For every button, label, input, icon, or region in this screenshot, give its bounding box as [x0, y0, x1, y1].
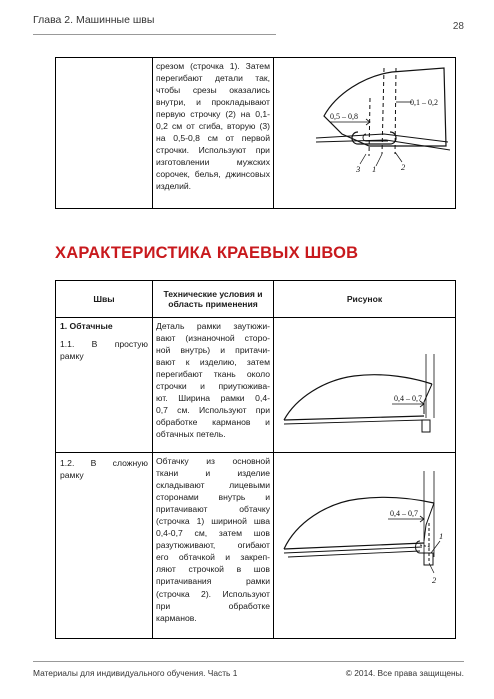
column-header-figure: Рисунок — [274, 281, 456, 318]
description-line: перегибают ткань около — [156, 369, 270, 380]
description-line: перегибают детали так, — [156, 73, 270, 84]
dimension-label-b: 0,1 – 0,2 — [410, 98, 438, 107]
description-line: сторонами внутрь и — [156, 492, 270, 503]
seam-word: В — [90, 458, 97, 468]
description-line: срезом (строчка 1). Затем — [156, 61, 270, 71]
description-line: Деталь рамки заутюжи- — [156, 321, 270, 331]
complex-frame-seam-figure — [274, 453, 456, 633]
seam-word2: сложную — [112, 458, 148, 468]
stitch-number-3: 3 — [356, 164, 361, 174]
description-line: 0,4-0,7 см, затем шов — [156, 528, 270, 539]
stitch-number-1: 1 — [372, 164, 377, 174]
description-line: строчки и приутюжива- — [156, 381, 270, 392]
figure-cell-1 — [274, 318, 456, 453]
group-title: 1. Обтачные — [60, 321, 113, 331]
column-header-seams: Швы — [56, 281, 153, 318]
description-line: притачивают обтачку — [156, 504, 270, 515]
footer-rule — [33, 661, 464, 662]
seam-description-text — [153, 318, 273, 442]
section-heading: ХАРАКТЕРИСТИКА КРАЕВЫХ ШВОВ — [55, 244, 359, 262]
seam-word2: простую — [114, 339, 148, 349]
footer-left-text: Материалы для индивидуального обучения. Часть 1 — [33, 668, 238, 678]
column-header-conditions — [153, 281, 274, 318]
description-line: сорочек, белья, джинсовых — [156, 169, 270, 180]
description-line: строчки. Используют при — [156, 145, 270, 156]
simple-frame-seam-figure — [274, 318, 456, 447]
description-line: на 0,5-0,8 см от первой — [156, 133, 270, 144]
description-line: 0,2 см от сгиба, вторую (3) — [156, 121, 270, 132]
dimension-label-a: 0,5 – 0,8 — [330, 112, 358, 121]
dimension-label: 0,4 – 0,7 — [390, 509, 418, 518]
description-line: изделий. — [156, 181, 192, 192]
description-line: изготовлении мужских — [156, 157, 270, 168]
description-line: ткани и изделие — [156, 468, 270, 479]
description-line: ют. Ширина рамки 0,4- — [156, 393, 270, 404]
seam-description-text — [153, 453, 273, 626]
seam-name-complex-frame — [56, 453, 152, 481]
seam-name-line2: рамку — [60, 470, 84, 480]
stitch-number-2: 2 — [401, 162, 406, 172]
figure-cell-2 — [274, 453, 456, 639]
flat-fell-seam-figure — [274, 58, 456, 203]
description-line: (строчка 1) шириной шва — [156, 516, 270, 527]
seam-description-cell-1 — [153, 318, 274, 453]
page-number: 28 — [452, 21, 464, 32]
seam-number: 1.1. — [60, 339, 75, 349]
seam-word: В — [91, 339, 98, 349]
description-line: складывают лицевыми — [156, 480, 270, 491]
seam-name-line2: рамку — [60, 351, 84, 361]
seam-name-cell-1 — [56, 318, 153, 453]
description-line: его обтачкой и закреп- — [156, 552, 270, 563]
header-conditions-line2: область применения — [168, 299, 258, 309]
description-line: ной внутрь) и притачи- — [156, 345, 270, 356]
header-rule — [33, 34, 276, 35]
description-line: чтобы срезы оказались — [156, 85, 270, 96]
seam-number: 1.2. — [60, 458, 75, 468]
seam-name-cell-2 — [56, 453, 153, 639]
seam-description-text — [153, 58, 273, 195]
description-line: обтачных петель. — [156, 429, 226, 440]
description-line: внутри, и прокладывают — [156, 97, 270, 108]
continued-seam-table — [55, 57, 456, 209]
stitch-number-2: 2 — [432, 575, 437, 585]
figure-cell — [274, 58, 456, 209]
edge-seams-table — [55, 280, 456, 639]
description-line: (строчка 2). Используют — [156, 588, 270, 599]
description-line: первую строчку (2) на 0,1- — [156, 109, 270, 120]
description-line: притачивания рамки — [156, 576, 270, 587]
description-line: Обтачку из основной — [156, 456, 270, 466]
description-line: при обработке — [156, 600, 270, 611]
description-line: обработке карманов и — [156, 417, 270, 428]
description-line: карманов. — [156, 612, 197, 623]
empty-name-cell — [56, 58, 153, 209]
seam-name-simple-frame — [56, 334, 152, 362]
seam-description-cell-2 — [153, 453, 274, 639]
chapter-title: Глава 2. Машинные швы — [33, 14, 155, 26]
dimension-label: 0,4 – 0,7 — [394, 394, 422, 403]
stitch-number-1: 1 — [439, 531, 444, 541]
description-line: разутюживают, огибают — [156, 540, 270, 551]
seam-description-cell — [153, 58, 274, 209]
header-conditions-line1: Технические условия и — [163, 289, 263, 299]
description-line: вают (изнаночной сторо- — [156, 333, 270, 344]
description-line: вают к изделию, затем — [156, 357, 270, 368]
description-line: ляют строчкой в шов — [156, 564, 270, 575]
description-line: 0,7 см. Используют при — [156, 405, 270, 416]
footer-copyright: © 2014. Все права защищены. — [345, 668, 464, 678]
